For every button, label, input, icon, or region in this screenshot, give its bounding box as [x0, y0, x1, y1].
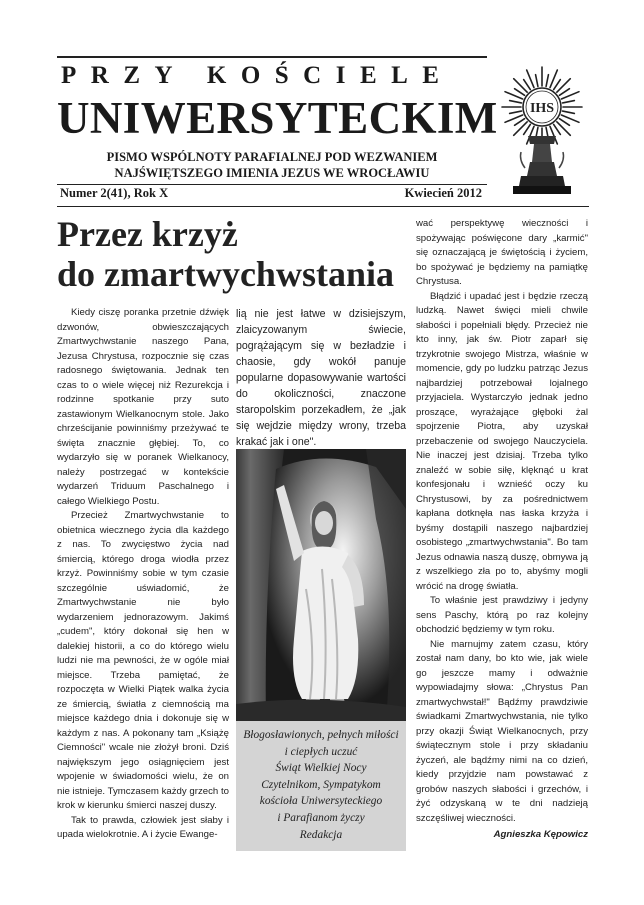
paragraph: Nie marnujmy zatem czasu, który został nam dany, bo kto wie, jak wiele go jeszcze mamy i odważnie wypowiadajmy słowa: „Chrystus Pan zmartwychwstał!" Bądźmy prawdziwie świadkami Zmartwychwstania, nie tylko przy okazji Świąt Wielkanocnych, przy świątecznym stole i przy składaniu życzeń, ale bądźmy nimi na co dzień, kiedy przyjdzie nam powstawać z grobów naszych słabości i grzechów, i żyć odzyskaną w te dni nadzieją szczęśliwej wieczności. — [416, 638, 588, 824]
issue-number: Numer 2(41), Rok X — [60, 186, 169, 200]
emblem-monogram: IHS — [529, 101, 555, 116]
masthead-subtitle-line1: PISMO WSPÓLNOTY PARAFIALNEJ POD WEZWANIEM — [106, 150, 438, 164]
paragraph: Błądzić i upadać jest i będzie rzeczą ludzką. Nawet święci mieli chwile słabości i popełniali błędy. Przecież nie kto inny, jak św. Piotr zaparł się trzykrotnie swojego Mistrza, właśnie w momencie, gdy po ludzku patrząc Jezus najbardziej potrzebował lojalnego przyjaciela. Wystarczyło jednak jedno proszące, wyrażające głęboki żal spojrzenie Piotra, aby uzyskał przebaczenie od swojego Nauczyciela. Nie inaczej jest dzisiaj. Trzeba tylko znaleźć w sobie siłę, klęknąć u krat konfesjonału i wznieść oczy ku Chrystusowi, by za pośrednictwem kapłana dotknęła nas łaska krzyża i byśmy dostąpili naszego najbardziej osobistego „zmartwychwstania". Bo tam Jezus odnawia naszą duszę, obmywa ją z wszelkiego zła po to, abyśmy mogli wrócić na drogę światła. — [416, 290, 588, 592]
paragraph: Przecież Zmartwychwstanie to obietnica wiecznego życia dla każdego z nas. To zwycięstwo życia nad śmiercią, którego droga wiodła przez krzyż. Powinniśmy sobie w tym czasie szczególnie uświadomić, że Zmartwychwstanie nie było wydarzeniem jednorazowym. Jakimś „cudem", który dokonał się hen w dalekiej historii, a co do którego wielu ludzi nie ma pewności, że w ogóle miał miejsce. Trzeba pamiętać, że rozpoczęta w Wielki Piątek walka życia ze śmiercią, światła z ciemnością ma miejsce każdego dnia i dokonuje się w każdym z nas. A pokonany tam „Książę Ciemności" wcale nie złożył broni. Dziś największym jego osiągnięciem jest wpojenie w świadomości wielu, że on nie istnieje. Tymczasem każdy grzech to krok w kierunku śmierci naszej duszy. — [57, 510, 229, 811]
paragraph: Tak to prawda, człowiek jest słaby i upada wielokrotnie. A i życie Ewange- — [57, 814, 229, 840]
paragraph: To właśnie jest prawdziwy i jedyny sens Paschy, którą po raz kolejny obchodzić będziemy w tym roku. — [416, 595, 588, 635]
masthead-top-rule — [57, 56, 487, 58]
article-author: Agnieszka Kępowicz — [493, 829, 588, 840]
issue-date: Kwiecień 2012 — [404, 186, 482, 200]
caption-line: i ciepłych uczuć — [284, 745, 358, 758]
easter-greeting-caption — [236, 721, 406, 851]
article-title-line1: Przez krzyż — [57, 214, 238, 254]
caption-line: Czytelnikom, Sympatykom — [261, 778, 381, 791]
paragraph: lią nie jest łatwe w dzisiejszym, zlaicyzowanym świecie, pogrążającym się w bezładzie i chaosie, gdy wokół panuje popularne dopasowywanie wartości do okoliczności, znaczone staropolskim porzekadłem, że „jak się wejdzie między wrony, trzeba krakać jak i one". — [236, 308, 406, 448]
caption-line: kościoła Uniwersyteckiego — [259, 795, 383, 808]
caption-line: Redakcja — [299, 828, 343, 841]
caption-line: Świąt Wielkiej Nocy — [275, 762, 367, 775]
paragraph: Kiedy ciszę poranka przetnie dźwięk dzwonów, obwieszczających Zmartwychwstanie naszego Pana, Jezusa Chrystusa, rozpocznie się czas radosnego świętowania. Jednak ten czas to o wiele więcej niż Rezurekcja i rodzinne spotkanie przy suto zastawionym Wielkanocnym stole. Jako chrześcijanie powinniśmy przeżywać te święta znacznie głębiej. To, co wydarzyło się w poranek Wielkanocy, należy postrzegać w kontekście wydarzeń Triduum Paschalnego i całego Wielkiego Postu. — [57, 307, 229, 507]
masthead-subtitle-line2: NAJŚWIĘTSZEGO IMIENIA JEZUS WE WROCŁAWIU — [114, 166, 430, 180]
article-title — [57, 214, 417, 294]
ihs-sunburst-emblem-icon — [499, 64, 585, 204]
article-title-line2: do zmartwychwstania — [57, 254, 394, 294]
risen-christ-photo — [236, 449, 406, 721]
masthead-bottom-rule — [57, 206, 589, 207]
masthead-title-line2: UNIWERSYTECKIM — [57, 93, 498, 143]
paragraph: wać perspektywę wieczności i spożywając poświęcone dary „karmić" się oznaczającą je świętością i życiem, bo spożywać je będziemy na pamiątkę Chrystusa. — [416, 218, 588, 287]
article-column-1 — [57, 306, 229, 843]
caption-line: i Parafianom życzy — [277, 811, 365, 824]
masthead-title-line1: PRZY KOŚCIELE — [61, 62, 454, 89]
caption-line: Błogosławionych, pełnych miłości — [243, 729, 399, 741]
article-column-3 — [416, 217, 588, 843]
masthead-middle-rule — [57, 184, 487, 185]
